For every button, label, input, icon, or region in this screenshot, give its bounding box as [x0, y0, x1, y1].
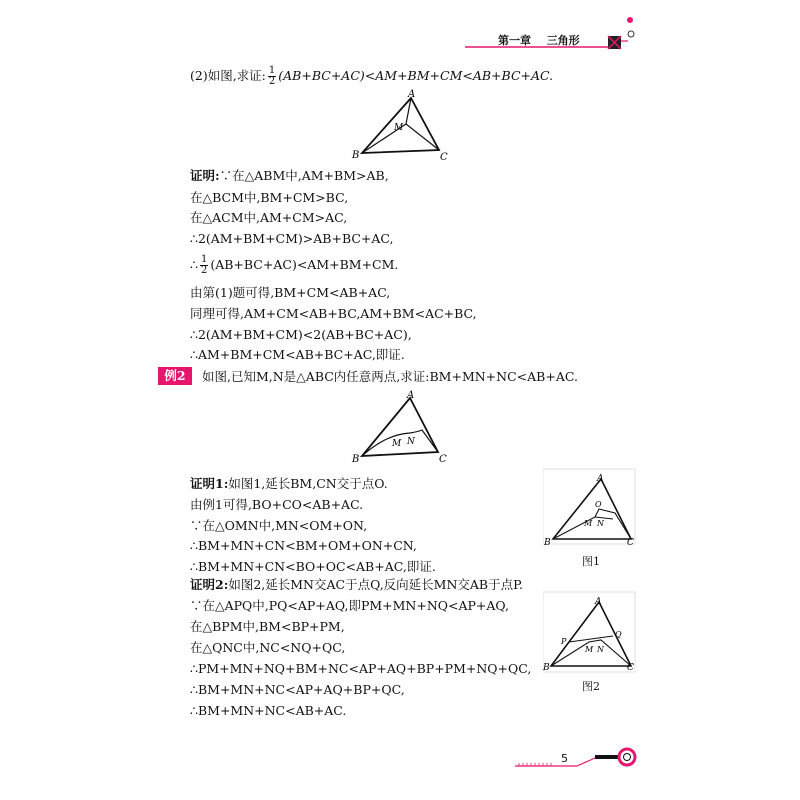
header-dot-ring [628, 31, 634, 37]
part2-statement [190, 66, 553, 87]
example2-statement: 如图,已知M,N是△ABC内任意两点,求证:BM+MN+NC<AB+AC. [202, 369, 578, 384]
proof-label: 证明: [190, 168, 220, 183]
figure-1-caption: 图1 [582, 555, 600, 568]
proof1-line1 [190, 168, 389, 184]
footer-slant [577, 758, 595, 766]
proofB-line2: 在△BPM中,BM<BP+PM, [190, 619, 345, 634]
proof1-line8: ∴2(AM+BM+CM)<2(AB+BC+AC), [190, 327, 412, 342]
proof1-text1: ∵在△ABM中,AM+BM>AB, [219, 168, 389, 183]
label-M: M [394, 123, 404, 133]
label-N: N [407, 437, 415, 447]
proofB-line5: ∴BM+MN+NC<AP+AQ+BP+QC, [190, 682, 405, 697]
label-M: M [585, 645, 594, 654]
proofA-line2: ∵在△OMN中,MN<OM+ON, [190, 518, 368, 533]
proofB-line1: ∵在△APQ中,PQ<AP+AQ,即PM+MN+NQ<AP+AQ, [190, 598, 510, 613]
footer-bar [595, 755, 619, 759]
proofB-intro-text: 如图2,延长MN交AC于点Q,反向延长MN交AB于点P. [228, 577, 523, 592]
label-M: M [584, 519, 593, 528]
label-C: C [439, 454, 447, 465]
chapter-title: 第一章 [498, 34, 531, 47]
proofB-line6: ∴BM+MN+NC<AB+AC. [190, 703, 347, 718]
label-C: C [440, 152, 448, 163]
frac-num: 1 [268, 65, 276, 76]
label-P: P [561, 637, 567, 646]
proofA-line3: ∴BM+MN+CN<BM+OM+ON+CN, [190, 538, 417, 553]
label-C: C [627, 663, 634, 673]
header-dot-pink [627, 17, 633, 23]
label-Q: Q [615, 630, 622, 639]
frac-den-2: 2 [200, 265, 208, 276]
part2-prefix: (2)如图,求证: [190, 68, 266, 83]
proofA-intro-text: 如图1,延长BM,CN交于点O. [228, 476, 388, 491]
label-A: A [407, 390, 415, 401]
figure-2-caption: 图2 [582, 680, 600, 693]
part2-inequality: (AB+BC+AC)<AM+BM+CM<AB+BC+AC. [278, 68, 554, 83]
figure-triangle-m [350, 88, 460, 163]
label-N: N [597, 645, 604, 654]
proof1-line2: 在△BCM中,BM+CM>BC, [190, 190, 349, 205]
label-B: B [544, 538, 551, 547]
label-B: B [352, 150, 360, 161]
label-M: M [392, 439, 402, 449]
proofA-intro [190, 476, 388, 492]
example-badge: 例2 [158, 367, 192, 385]
proofB-intro [190, 577, 523, 593]
frac-den: 2 [268, 76, 276, 87]
therefore: ∴ [190, 257, 198, 272]
proofA-line1: 由例1可得,BO+CO<AB+AC. [190, 497, 364, 512]
frac-num-2: 1 [200, 254, 208, 265]
fraction-half-2 [200, 255, 208, 276]
fraction-half [268, 66, 276, 87]
proofA-line4: ∴BM+MN+CN<BO+OC<AB+AC,即证. [190, 559, 436, 574]
label-A: A [597, 474, 604, 484]
proof1-line9: ∴AM+BM+CM<AB+BC+AC,即证. [190, 347, 405, 362]
label-A: A [595, 597, 602, 607]
proof1-line4: ∴2(AM+BM+CM)>AB+BC+AC, [190, 231, 394, 246]
page-number: 5 [561, 752, 568, 765]
figure-triangle-mn [350, 388, 460, 468]
proof1-line3: 在△ACM中,AM+CM>AC, [190, 210, 348, 225]
figure-1 [543, 467, 638, 547]
label-B: B [543, 663, 550, 673]
header-chapter [498, 32, 580, 48]
proof1-line7: 同理可得,AM+CM<AB+BC,AM+BM<AC+BC, [190, 306, 477, 321]
label-O: O [595, 500, 602, 509]
label-B: B [352, 454, 360, 465]
proofA-label: 证明1: [190, 476, 229, 491]
footer-decoration [515, 742, 640, 772]
figure-2 [543, 590, 638, 675]
label-A: A [408, 89, 416, 100]
label-C: C [627, 538, 634, 547]
proof1-text5: (AB+BC+AC)<AM+BM+CM. [210, 257, 399, 272]
proofB-line3: 在△QNC中,NC<NQ+QC, [190, 640, 346, 655]
proof1-line6: 由第(1)题可得,BM+CM<AB+AC, [190, 285, 391, 300]
footer-ring-icon [619, 749, 635, 765]
proofB-label: 证明2: [190, 577, 229, 592]
proofB-line4: ∴PM+MN+NQ+BM+NC<AP+AQ+BP+PM+NQ+QC, [190, 661, 532, 676]
section-title: 三角形 [546, 34, 580, 47]
label-N: N [597, 519, 604, 528]
proof1-line5 [190, 255, 398, 276]
